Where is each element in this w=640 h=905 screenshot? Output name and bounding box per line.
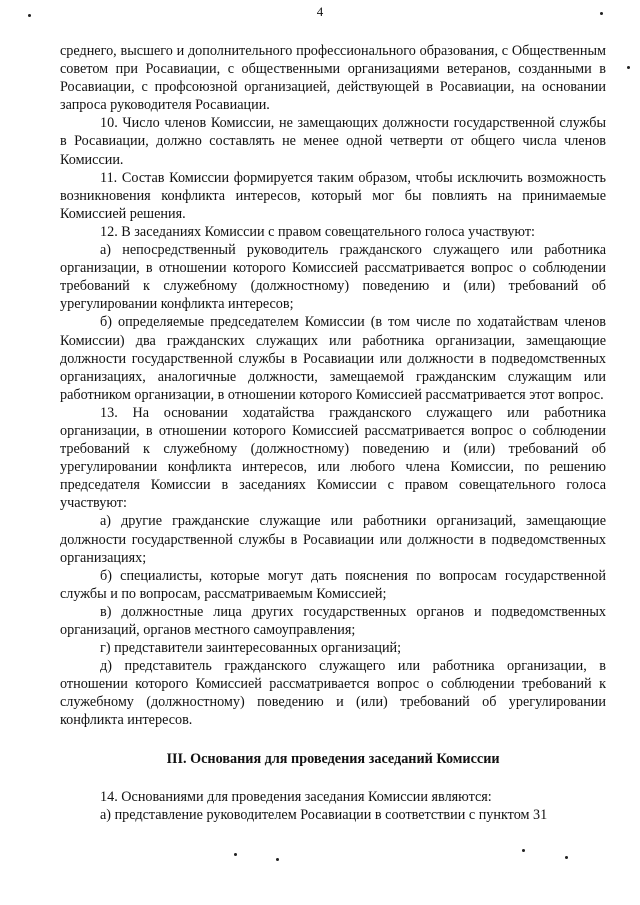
scan-speck bbox=[276, 858, 279, 861]
paragraph-continuation: среднего, высшего и дополнительного профессионального образования, с Общественным советом при Росавиации, с общественными организациями ветеранов, созданными в Росавиации, с профсоюзной организацией, действующей в Росавиации, на основании запроса руководителя Росавиации. bbox=[60, 43, 606, 114]
section-heading: III. Основания для проведения заседаний Комиссии bbox=[166, 750, 500, 767]
paragraph-13: 13. На основании ходатайства гражданского служащего или работника организации, в отношении которого Комиссией рассматривается вопрос о соблюдении требований к служебному (должностному) поведению и (или) требований об урегулировании конфликта интересов, или любого члена Комиссии, по решению председателя Комиссии в заседаниях Комиссии с правом совещательного голоса участвуют: bbox=[60, 404, 606, 512]
paragraph-13-g: г) представители заинтересованных организаций; bbox=[100, 640, 402, 657]
scan-speck bbox=[522, 849, 525, 852]
paragraph-13-v: в) должностные лица других государственных органов и подведомственных организаций, органов местного самоуправления; bbox=[60, 603, 606, 638]
paragraph-12: 12. В заседаниях Комиссии с правом совещательного голоса участвуют: bbox=[100, 223, 535, 240]
paragraph-12-a: а) непосредственный руководитель гражданского служащего или работника организации, в отношении которого Комиссией рассматривается вопрос о соблюдении требований к служебному (должностному) поведению и (или) требований об урегулировании конфликта интересов; bbox=[60, 242, 606, 313]
paragraph-14-a: а) представление руководителем Росавиации в соответствии с пунктом 31 bbox=[100, 806, 548, 823]
document-body bbox=[60, 42, 606, 824]
paragraph-10: 10. Число членов Комиссии, не замещающих должности государственной службы в Росавиации, должно составлять не менее одной четверти от общего числа членов Комиссии. bbox=[60, 115, 606, 168]
scan-speck bbox=[565, 856, 568, 859]
scan-speck bbox=[627, 66, 630, 69]
paragraph-13-b: б) специалисты, которые могут дать пояснения по вопросам государственной службы и по вопросам, рассматриваемым Комиссией; bbox=[60, 567, 606, 602]
paragraph-11: 11. Состав Комиссии формируется таким образом, чтобы исключить возможность возникновения конфликта интересов, который мог бы повлиять на принимаемые Комиссией решения. bbox=[60, 169, 606, 222]
paragraph-13-a: а) другие гражданские служащие или работники организаций, замещающие должности государственной службы в Росавиации или должности в подведомственных организациях; bbox=[60, 513, 606, 566]
paragraph-12-b: б) определяемые председателем Комиссии (в том числе по ходатайствам членов Комиссии) два гражданских служащих или работника организации, замещающие должности государственной службы в Росавиации или должности в подведомственных организациях, аналогичные должности, замещаемой гражданским служащим или работником организации, в отношении которого Комиссией рассматривается этот вопрос. bbox=[60, 314, 606, 403]
scan-speck bbox=[28, 14, 31, 17]
page-number: 4 bbox=[316, 4, 324, 19]
scan-speck bbox=[600, 12, 603, 15]
scan-speck bbox=[234, 853, 237, 856]
paragraph-13-d: д) представитель гражданского служащего или работника организации, в отношении которого Комиссией рассматривается вопрос о соблюдении требований к служебному (должностному) поведению и (или) требований об урегулировании конфликта интересов. bbox=[60, 658, 606, 729]
paragraph-14: 14. Основаниями для проведения заседания Комиссии являются: bbox=[100, 788, 492, 805]
